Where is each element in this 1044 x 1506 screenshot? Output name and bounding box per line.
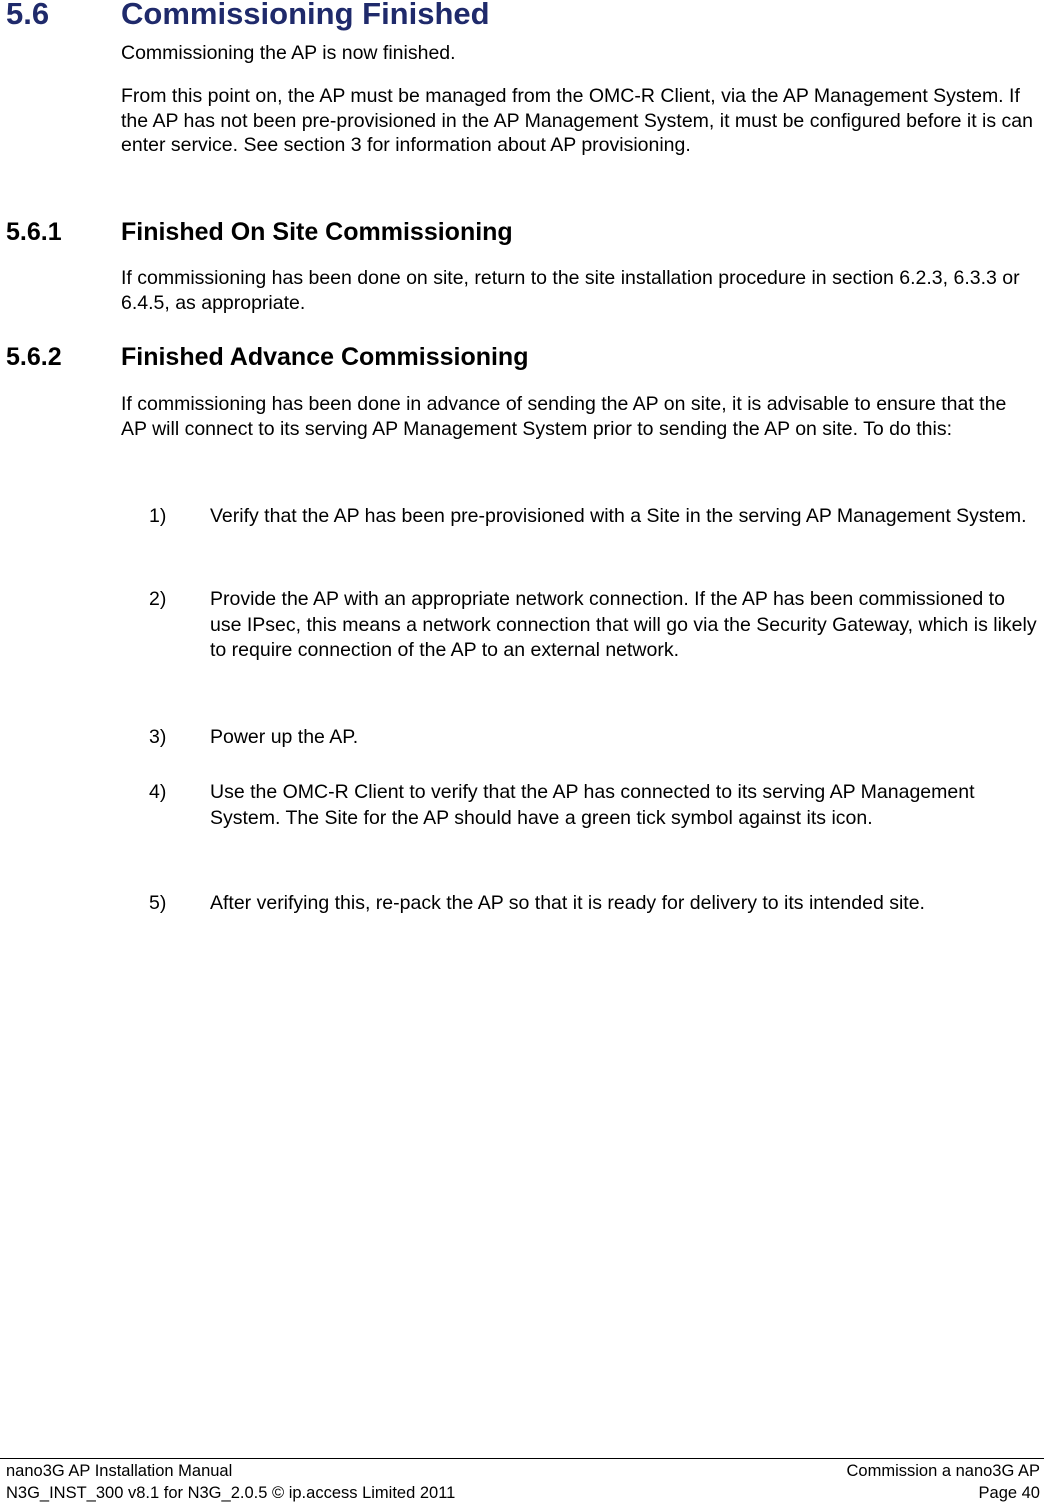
list-item-number: 4) bbox=[149, 781, 167, 803]
footer-document-id: N3G_INST_300 v8.1 for N3G_2.0.5 © ip.access Limited 2011 bbox=[6, 1484, 456, 1502]
footer-chapter-title: Commission a nano3G AP bbox=[846, 1462, 1040, 1480]
list-item-text: After verifying this, re-pack the AP so that it is ready for delivery to its intended site. bbox=[210, 892, 925, 914]
list-item-number: 5) bbox=[149, 892, 167, 914]
subsection-heading-5-6-1 bbox=[6, 218, 513, 247]
list-item bbox=[149, 780, 1039, 831]
footer-page-number: Page 40 bbox=[978, 1484, 1040, 1502]
subsection-title: Finished Advance Commissioning bbox=[121, 343, 529, 371]
list-item bbox=[149, 504, 1039, 530]
subsection-paragraph-5-6-1: If commissioning has been done on site, return to the site installation procedure in section 6.2.3, 6.3.3 or 6.4.5, as appropriate. bbox=[121, 267, 1020, 314]
section-number: 5.6 bbox=[6, 0, 50, 31]
list-item-text: Verify that the AP has been pre-provisioned with a Site in the serving AP Management System. bbox=[210, 505, 1027, 527]
list-item-text: Power up the AP. bbox=[210, 726, 359, 748]
subsection-heading-5-6-2 bbox=[6, 343, 528, 372]
subsection-number: 5.6.2 bbox=[6, 343, 62, 371]
list-item bbox=[149, 891, 1039, 917]
list-item-text: Provide the AP with an appropriate network connection. If the AP has been commissioned to use IPsec, this means a network connection that will go via the Security Gateway, which is likely to require connection of the AP to an external network. bbox=[210, 588, 1037, 662]
footer-divider bbox=[0, 1458, 1044, 1459]
footer-manual-title: nano3G AP Installation Manual bbox=[6, 1462, 233, 1480]
section-heading bbox=[6, 0, 490, 32]
subsection-paragraph-5-6-2: If commissioning has been done in advance of sending the AP on site, it is advisable to ensure that the AP will connect to its serving AP Management System prior to sending the AP on site. To do this: bbox=[121, 393, 1007, 440]
list-item-number: 1) bbox=[149, 505, 167, 527]
section-title: Commissioning Finished bbox=[121, 0, 490, 31]
list-item-text: Use the OMC-R Client to verify that the AP has connected to its serving AP Management System. The Site for the AP should have a green tick symbol against its icon. bbox=[210, 781, 975, 829]
list-item bbox=[149, 725, 1039, 751]
list-item-number: 3) bbox=[149, 726, 167, 748]
section-paragraph-1: Commissioning the AP is now finished. bbox=[121, 42, 456, 64]
list-item-number: 2) bbox=[149, 588, 167, 610]
list-item bbox=[149, 587, 1039, 664]
section-paragraph-2: From this point on, the AP must be managed from the OMC-R Client, via the AP Management System. If the AP has not been pre-provisioned in the AP Management System, it must be configured before it is can enter service. See section 3 for information about AP provisioning. bbox=[121, 85, 1033, 157]
subsection-number: 5.6.1 bbox=[6, 218, 62, 246]
subsection-title: Finished On Site Commissioning bbox=[121, 218, 513, 246]
